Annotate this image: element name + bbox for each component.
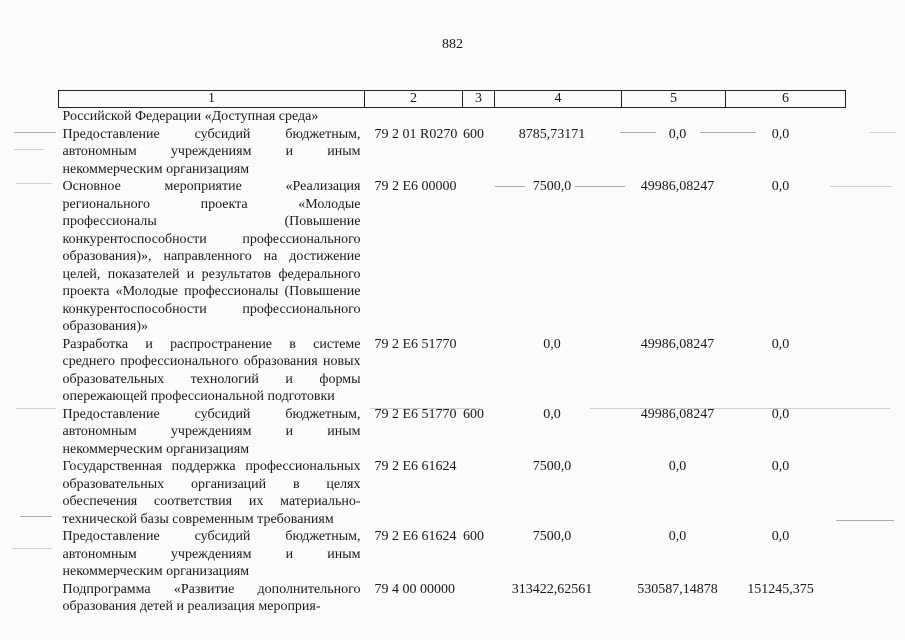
scan-artifact xyxy=(370,408,480,409)
row-value-6: 0,0 xyxy=(771,336,790,352)
row-value-5 xyxy=(622,108,726,126)
scan-artifact xyxy=(16,183,52,184)
scan-artifact xyxy=(14,132,56,133)
scan-artifact xyxy=(12,548,52,549)
row-value-4 xyxy=(495,108,622,126)
row-name: Предоставление субсидий бюджетным, автономным учреждениям и иным некоммерческим организациям xyxy=(62,126,361,177)
row-value-6: 0,0 xyxy=(771,406,790,422)
table-row xyxy=(59,178,846,336)
row-value-5: 0,0 xyxy=(668,126,687,142)
budget-table-container xyxy=(58,90,845,616)
row-value-6: 0,0 xyxy=(771,459,790,474)
scan-artifact xyxy=(16,408,56,409)
header-col-2: 2 xyxy=(365,91,463,108)
row-value-5: 49986,08247 xyxy=(640,179,715,194)
table-row xyxy=(59,528,846,581)
row-value-5: 0,0 xyxy=(668,529,687,544)
row-code: 79 2 E6 61624 xyxy=(374,459,457,474)
row-vr xyxy=(463,336,495,406)
scan-artifact xyxy=(620,132,656,133)
scan-artifact xyxy=(20,516,52,517)
scan-artifact xyxy=(700,132,756,133)
scan-artifact xyxy=(870,132,896,133)
row-value-6: 0,0 xyxy=(771,179,790,194)
table-row xyxy=(59,581,846,616)
row-code: 79 4 00 00000 xyxy=(374,581,455,597)
row-name: Основное мероприятие «Реализация регионального проекта «Молодые профессионалы (Повышение конкурентоспособности профессионального образования)», направленного на достижение целей, показателей и результатов федерального проекта «Молодые профессионалы (Повышение конкурентоспособности профессионального образования)» xyxy=(62,179,361,334)
row-vr xyxy=(463,178,495,336)
row-value-5: 530587,14878 xyxy=(637,581,718,597)
row-code: 79 2 01 R0270 xyxy=(374,126,458,142)
row-code xyxy=(365,108,463,126)
row-value-4: 8785,73171 xyxy=(518,126,586,142)
row-name: Подпрограмма «Развитие дополнительного образования детей и реализация мероприя- xyxy=(62,581,361,614)
scan-artifact xyxy=(830,186,892,187)
table-row xyxy=(59,406,846,459)
row-value-4: 313422,62561 xyxy=(511,581,593,597)
header-col-4: 4 xyxy=(495,91,622,108)
row-code: 79 2 E6 61624 xyxy=(374,529,457,544)
row-name: Российской Федерации «Доступная среда» xyxy=(62,109,319,124)
row-vr: 600 xyxy=(463,126,484,142)
row-value-6: 0,0 xyxy=(771,126,790,142)
row-value-4: 7500,0 xyxy=(532,179,572,194)
row-vr xyxy=(463,581,495,616)
header-col-5: 5 xyxy=(622,91,726,108)
row-vr xyxy=(463,458,495,528)
scan-artifact xyxy=(590,408,890,409)
row-name: Государственная поддержка профессиональных образовательных организаций в целях обеспечения соответствия их материально-технической базы современным требованиям xyxy=(62,459,361,527)
scan-artifact xyxy=(495,186,525,187)
row-code: 79 2 E6 51770 xyxy=(374,336,457,352)
row-value-6: 0,0 xyxy=(771,529,790,544)
row-value-4: 0,0 xyxy=(543,336,561,352)
row-value-4: 7500,0 xyxy=(532,459,572,474)
row-value-6 xyxy=(726,108,846,126)
row-name: Разработка и распространение в системе среднего профессионального образования новых образовательных технологий и формы опережающей профессиональной подготовки xyxy=(62,336,361,404)
row-value-5: 0,0 xyxy=(668,459,687,474)
header-col-6: 6 xyxy=(726,91,846,108)
header-col-1: 1 xyxy=(59,91,365,108)
scan-artifact xyxy=(14,149,44,150)
row-vr xyxy=(463,108,495,126)
row-code: 79 2 E6 00000 xyxy=(374,179,457,194)
row-value-4: 7500,0 xyxy=(532,529,572,544)
budget-table xyxy=(58,90,846,616)
row-vr: 600 xyxy=(463,406,484,422)
row-value-4: 0,0 xyxy=(543,406,561,422)
row-value-6: 151245,375 xyxy=(747,581,814,597)
row-name: Предоставление субсидий бюджетным, автономным учреждениям и иным некоммерческим организациям xyxy=(62,529,361,579)
row-code: 79 2 E6 51770 xyxy=(374,406,457,422)
scan-artifact xyxy=(836,520,894,521)
table-row xyxy=(59,458,846,528)
row-name: Предоставление субсидий бюджетным, автономным учреждениям и иным некоммерческим организациям xyxy=(62,406,361,457)
scan-artifact xyxy=(575,186,625,187)
page-number: 882 xyxy=(442,37,463,52)
table-row xyxy=(59,126,846,179)
table-header-row xyxy=(59,91,846,108)
row-vr: 600 xyxy=(463,529,484,544)
row-value-5: 49986,08247 xyxy=(640,336,715,352)
row-value-5: 49986,08247 xyxy=(640,406,715,422)
header-col-3: 3 xyxy=(463,91,495,108)
table-row xyxy=(59,108,846,126)
table-row xyxy=(59,336,846,406)
